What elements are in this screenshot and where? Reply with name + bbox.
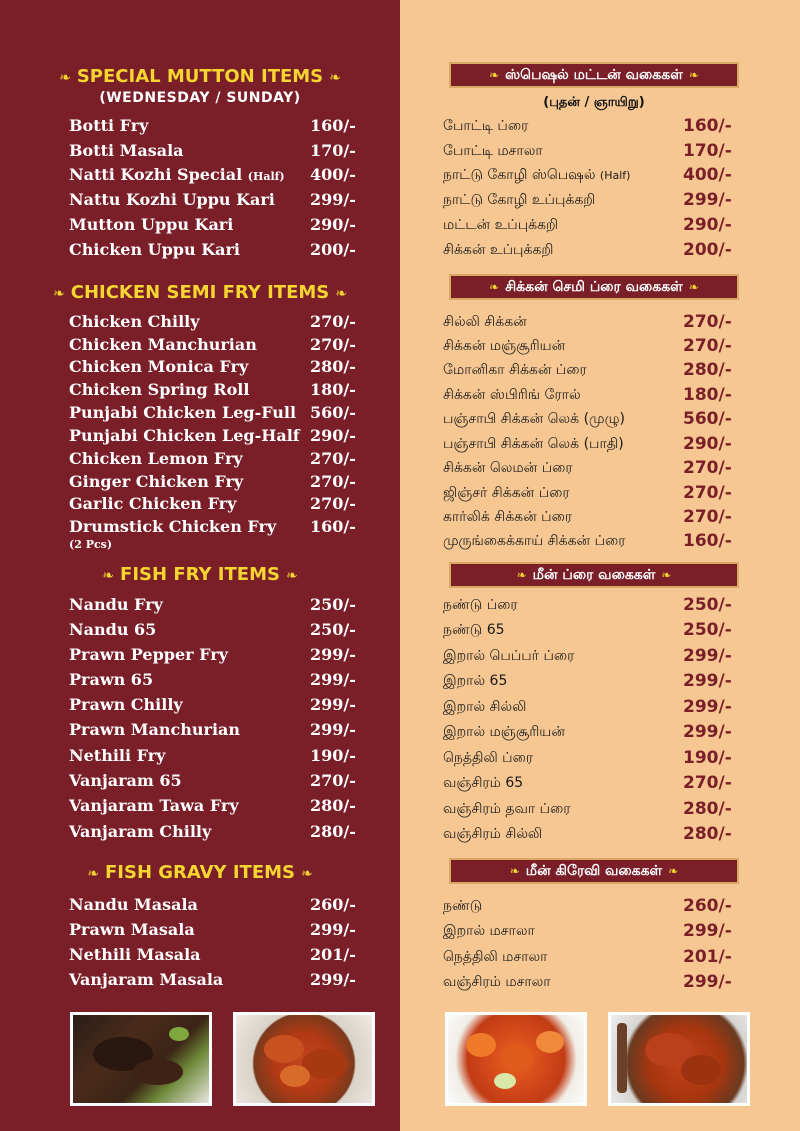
menu-item: நெத்திலி ப்ரை 190/- <box>443 748 732 768</box>
menu-item: வஞ்சிரம் சில்லி 280/- <box>443 824 732 844</box>
menu-item: நெத்திலி மசாலா 201/- <box>443 947 732 967</box>
menu-item: Nandu 65 250/- <box>69 620 356 639</box>
menu-item: முருங்கைக்காய் சிக்கன் ப்ரை 160/- <box>443 531 732 551</box>
mutton-subtitle-tamil: (புதன் / ஞாயிறு) <box>543 95 645 110</box>
drumstick-note: (2 Pcs) <box>69 538 113 551</box>
menu-item: நண்டு 65 250/- <box>443 620 732 640</box>
menu-item: Chicken Chilly 270/- <box>69 312 356 331</box>
menu-item: இறால் 65 299/- <box>443 671 732 691</box>
food-photo-crab-masala <box>608 1012 750 1106</box>
menu-item: Punjabi Chicken Leg-Half 290/- <box>69 426 356 445</box>
menu-item: சிக்கன் மஞ்சூரியன் 270/- <box>443 336 732 356</box>
menu-item: Nethili Masala 201/- <box>69 945 356 964</box>
food-photo-prawn-fry <box>445 1012 587 1106</box>
menu-item: Punjabi Chicken Leg-Full 560/- <box>69 403 356 422</box>
menu-item: Chicken Uppu Kari 200/- <box>69 240 356 259</box>
menu-item: நண்டு ப்ரை 250/- <box>443 595 732 615</box>
menu-item: இறால் மஞ்சூரியன் 299/- <box>443 722 732 742</box>
menu-item: Vanjaram Chilly 280/- <box>69 822 356 841</box>
menu-item: Prawn Chilly 299/- <box>69 695 356 714</box>
section-banner-fish-fry-tamil: ❧ மீன் ப்ரை வகைகள் ❧ <box>449 562 739 588</box>
food-photo-chilli-fish <box>70 1012 212 1106</box>
menu-item: Botti Fry 160/- <box>69 116 356 135</box>
ornament-icon: ❧ <box>509 864 520 878</box>
food-photo-fried-crab <box>233 1012 375 1106</box>
menu-item: Prawn Masala 299/- <box>69 920 356 939</box>
menu-item: Vanjaram Masala 299/- <box>69 970 356 989</box>
menu-item: Chicken Monica Fry 280/- <box>69 357 356 376</box>
menu-item: மோனிகா சிக்கன் ப்ரை 280/- <box>443 360 732 380</box>
menu-item: சில்லி சிக்கன் 270/- <box>443 312 732 332</box>
menu-item: Ginger Chicken Fry 270/- <box>69 472 356 491</box>
chicken-title: CHICKEN SEMI FRY ITEMS <box>70 282 330 303</box>
ornament-icon: ❧ <box>661 568 672 582</box>
menu-item: போட்டி மசாலா 170/- <box>443 141 732 161</box>
menu-item: Chicken Manchurian 270/- <box>69 335 356 354</box>
menu-item: Prawn Manchurian 299/- <box>69 720 356 739</box>
ornament-icon: ❧ <box>301 866 313 882</box>
menu-item: கார்லிக் சிக்கன் ப்ரை 270/- <box>443 507 732 527</box>
menu-item: பஞ்சாபி சிக்கன் லெக் (பாதி) 290/- <box>443 434 732 454</box>
menu-item: Nattu Kozhi Uppu Kari 299/- <box>69 190 356 209</box>
section-banner-mutton-tamil: ❧ ஸ்பெஷல் மட்டன் வகைகள் ❧ <box>449 62 739 88</box>
ornament-icon: ❧ <box>59 70 71 86</box>
ornament-icon: ❧ <box>688 68 699 82</box>
menu-item: பஞ்சாபி சிக்கன் லெக் (முழு) 560/- <box>443 409 732 429</box>
menu-item: இறால் மசாலா 299/- <box>443 921 732 941</box>
menu-item: நண்டு 260/- <box>443 896 732 916</box>
menu-item: சிக்கன் ஸ்பிரிங் ரோல் 180/- <box>443 385 732 405</box>
menu-item: நாட்டு கோழி ஸ்பெஷல் (Half) 400/- <box>443 165 732 185</box>
menu-item: Prawn 65 299/- <box>69 670 356 689</box>
section-heading-fish-fry <box>0 564 400 585</box>
menu-item: Natti Kozhi Special (Half) 400/- <box>69 165 356 184</box>
menu-item: போட்டி ப்ரை 160/- <box>443 116 732 136</box>
ornament-icon: ❧ <box>668 864 679 878</box>
menu-item: Mutton Uppu Kari 290/- <box>69 215 356 234</box>
section-heading-fish-gravy <box>0 862 400 883</box>
section-heading-mutton <box>0 66 400 87</box>
menu-item: Drumstick Chicken Fry 160/- <box>69 517 356 536</box>
mutton-subtitle: (WEDNESDAY / SUNDAY) <box>99 90 301 106</box>
ornament-icon: ❧ <box>329 70 341 86</box>
ornament-icon: ❧ <box>688 280 699 294</box>
menu-item: ஜிஞ்சர் சிக்கன் ப்ரை 270/- <box>443 483 732 503</box>
fish-gravy-title: FISH GRAVY ITEMS <box>104 862 295 883</box>
menu-item: Nethili Fry 190/- <box>69 746 356 765</box>
menu-item: நாட்டு கோழி உப்புக்கறி 299/- <box>443 190 732 210</box>
ornament-icon: ❧ <box>335 286 347 302</box>
menu-item: இறால் சில்லி 299/- <box>443 697 732 717</box>
menu-item: வஞ்சிரம் தவா ப்ரை 280/- <box>443 799 732 819</box>
ornament-icon: ❧ <box>87 866 99 882</box>
ornament-icon: ❧ <box>489 280 500 294</box>
section-banner-chicken-tamil: ❧ சிக்கன் செமி ப்ரை வகைகள் ❧ <box>449 274 739 300</box>
fish-fry-title: FISH FRY ITEMS <box>120 564 280 585</box>
menu-item: சிக்கன் லெமன் ப்ரை 270/- <box>443 458 732 478</box>
ornament-icon: ❧ <box>489 68 500 82</box>
menu-item: வஞ்சிரம் மசாலா 299/- <box>443 972 732 992</box>
menu-item: Chicken Spring Roll 180/- <box>69 380 356 399</box>
ornament-icon: ❧ <box>53 286 65 302</box>
menu-item: Chicken Lemon Fry 270/- <box>69 449 356 468</box>
menu-item: மட்டன் உப்புக்கறி 290/- <box>443 215 732 235</box>
menu-item: Prawn Pepper Fry 299/- <box>69 645 356 664</box>
ornament-icon: ❧ <box>516 568 527 582</box>
menu-item: Nandu Fry 250/- <box>69 595 356 614</box>
menu-item: Vanjaram Tawa Fry 280/- <box>69 796 356 815</box>
section-banner-fish-gravy-tamil: ❧ மீன் கிரேவி வகைகள் ❧ <box>449 858 739 884</box>
ornament-icon: ❧ <box>102 568 115 584</box>
menu-item: Nandu Masala 260/- <box>69 895 356 914</box>
menu-item: சிக்கன் உப்புக்கறி 200/- <box>443 240 732 260</box>
menu-item: வஞ்சிரம் 65 270/- <box>443 773 732 793</box>
menu-item: Botti Masala 170/- <box>69 141 356 160</box>
menu-item: இறால் பெப்பர் ப்ரை 299/- <box>443 646 732 666</box>
menu-item: Vanjaram 65 270/- <box>69 771 356 790</box>
ornament-icon: ❧ <box>285 568 298 584</box>
menu-item: Garlic Chicken Fry 270/- <box>69 494 356 513</box>
mutton-title: SPECIAL MUTTON ITEMS <box>76 66 324 87</box>
section-heading-chicken <box>0 282 400 303</box>
